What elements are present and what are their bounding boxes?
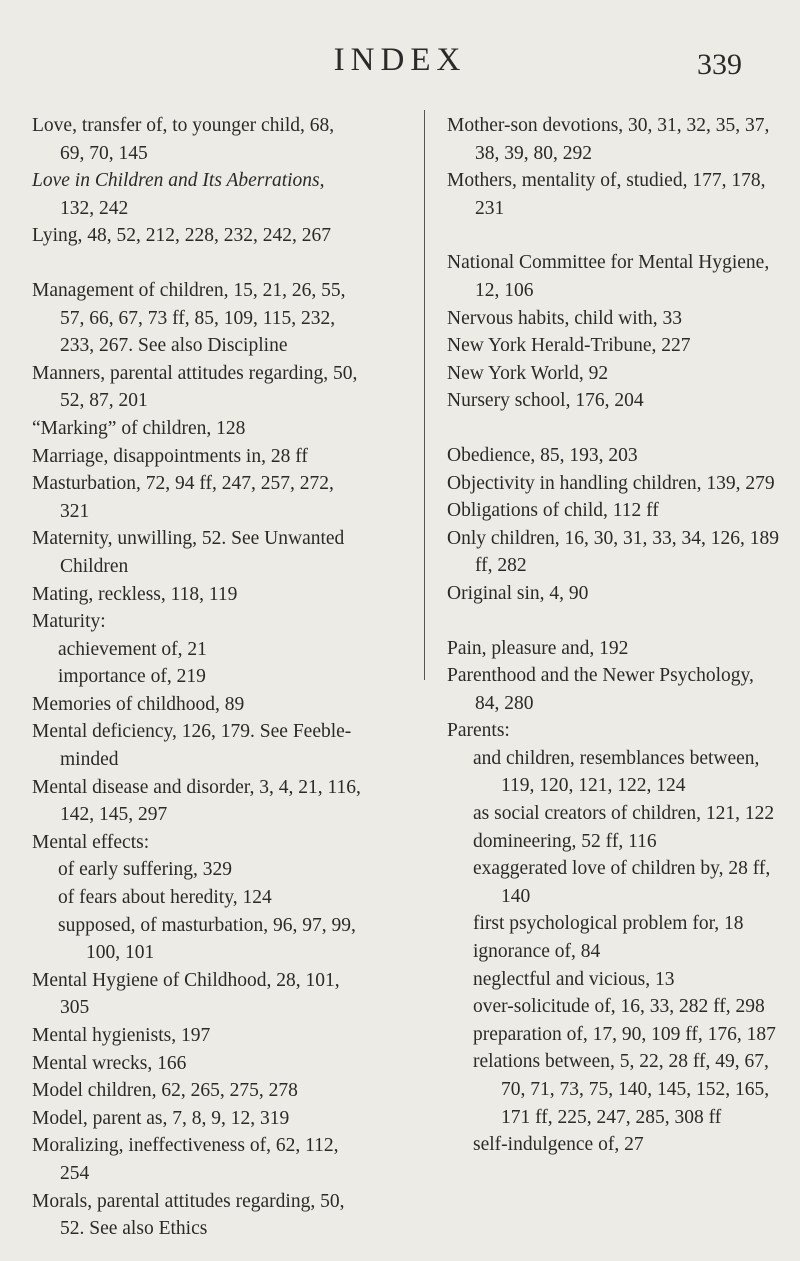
index-entry: Management of children, 15, 21, 26, 55, 57, 66, 67, 73 ff, 85, 109, 115, 232, 233, 267. See also Discipline: [32, 279, 346, 357]
page-title: INDEX: [333, 42, 467, 78]
index-entry: Mental wrecks, 166: [32, 1052, 187, 1074]
index-entry: Mental effects:: [32, 831, 150, 853]
index-entry: Mating, reckless, 118, 119: [32, 583, 238, 605]
index-subentry: first psychological problem for, 18: [473, 913, 744, 935]
index-entry: Model, parent as, 7, 8, 9, 12, 319: [32, 1107, 290, 1129]
entry-gap: [32, 250, 362, 277]
index-column-left: [32, 112, 362, 1243]
index-entry: Parents:: [447, 720, 510, 742]
index-entry: Objectivity in handling children, 139, 279: [447, 472, 775, 494]
index-subentry: importance of, 219: [58, 666, 206, 688]
entry-title: Love in Children and Its Aberrations: [32, 170, 320, 192]
index-entry: Masturbation, 72, 94 ff, 247, 257, 272, 321: [32, 473, 334, 522]
entry-gap: [447, 222, 782, 249]
column-divider: [424, 110, 425, 680]
index-subentry: supposed, of masturbation, 96, 97, 99, 100, 101: [58, 914, 356, 964]
index-entry: Moralizing, ineffectiveness of, 62, 112, 254: [32, 1135, 339, 1184]
index-entry: Parenthood and the Newer Psychology, 84, 280: [447, 665, 754, 714]
page-header: [0, 42, 800, 92]
index-subentry: as social creators of children, 121, 122: [473, 803, 775, 825]
index-subentry: self-indulgence of, 27: [473, 1134, 644, 1156]
index-entry: Mental Hygiene of Childhood, 28, 101, 305: [32, 969, 340, 1019]
index-entry: “Marking” of children, 128: [32, 417, 246, 439]
index-entry: New York Herald-Tribune, 227: [447, 335, 691, 357]
index-column-right: [447, 112, 782, 1159]
page-number: 339: [697, 48, 742, 81]
index-subentry: over-solicitude of, 16, 33, 282 ff, 298: [473, 996, 765, 1018]
index-subentry: relations between, 5, 22, 28 ff, 49, 67, 70, 71, 73, 75, 140, 145, 152, 165, 171 ff, 225, 247, 285, 308 ff: [473, 1051, 770, 1128]
index-subentry: of fears about heredity, 124: [58, 887, 272, 909]
entry-gap: [447, 608, 782, 635]
index-entry: Only children, 16, 30, 31, 33, 34, 126, 189 ff, 282: [447, 527, 780, 577]
index-entry: Mental disease and disorder, 3, 4, 21, 116, 142, 145, 297: [32, 776, 361, 826]
index-subentry: and children, resemblances between, 119, 120, 121, 122, 124: [473, 747, 760, 797]
index-entry: Love, transfer of, to younger child, 68, 69, 70, 145: [32, 115, 335, 164]
index-entry: Obligations of child, 112 ff: [447, 500, 659, 522]
index-entry: [32, 167, 362, 222]
index-entry: Original sin, 4, 90: [447, 582, 589, 604]
entry-gap: [447, 415, 782, 442]
index-subentry: domineering, 52 ff, 116: [473, 830, 657, 852]
index-subentry: exaggerated love of children by, 28 ff, 140: [473, 858, 771, 907]
index-subentry: achievement of, 21: [58, 638, 207, 660]
index-entry: Lying, 48, 52, 212, 228, 232, 242, 267: [32, 225, 332, 247]
index-entry: New York World, 92: [447, 362, 609, 384]
index-entry: Maturity:: [32, 611, 106, 633]
index-entry: Nervous habits, child with, 33: [447, 307, 683, 329]
index-entry: Mental hygienists, 197: [32, 1025, 211, 1046]
index-entry: Pain, pleasure and, 192: [447, 637, 629, 659]
index-entry: Maternity, unwilling, 52. See Unwanted Children: [32, 528, 345, 577]
index-entry: National Committee for Mental Hygiene, 12, 106: [447, 252, 770, 301]
index-entry: Mothers, mentality of, studied, 177, 178, 231: [447, 170, 766, 219]
index-subentry: preparation of, 17, 90, 109 ff, 176, 187: [473, 1023, 776, 1045]
entry-pages: , 132, 242: [60, 170, 325, 219]
index-entry: Memories of childhood, 89: [32, 693, 245, 715]
index-subentry: neglectful and vicious, 13: [473, 968, 675, 990]
index-entry: Mental deficiency, 126, 179. See Feeble-minded: [32, 721, 352, 771]
index-entry: Obedience, 85, 193, 203: [447, 444, 638, 466]
index-entry: Model children, 62, 265, 275, 278: [32, 1080, 298, 1102]
index-entry: Manners, parental attitudes regarding, 50, 52, 87, 201: [32, 362, 358, 412]
index-subentry: ignorance of, 84: [473, 941, 601, 963]
index-entry: Morals, parental attitudes regarding, 50, 52. See also Ethics: [32, 1190, 345, 1240]
index-entry: Mother-son devotions, 30, 31, 32, 35, 37, 38, 39, 80, 292: [447, 115, 770, 164]
index-subentry: of early suffering, 329: [58, 859, 233, 881]
index-entry: Nursery school, 176, 204: [447, 390, 644, 412]
index-entry: Marriage, disappointments in, 28 ff: [32, 445, 308, 467]
